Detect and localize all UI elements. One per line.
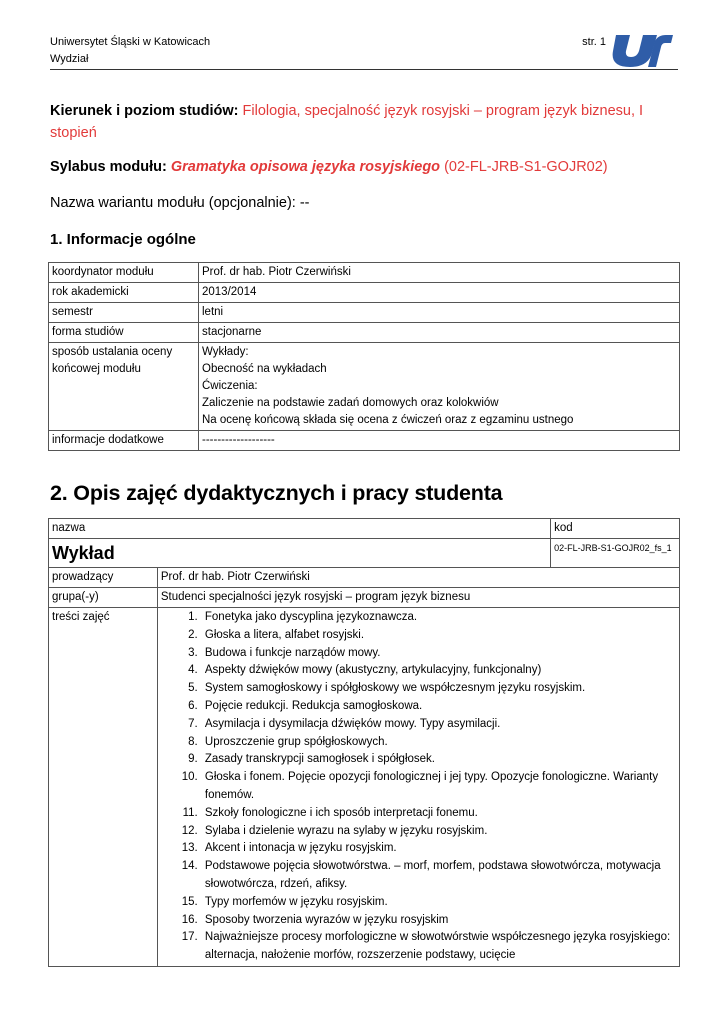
list-item: 10. Głoska i fonem. Pojęcie opozycji fonologicznej i jej typy. Opozycje fonologiczne. Warianty fonemów. [201,769,676,805]
list-item: 2. Głoska a litera, alfabet rosyjski. [201,627,676,645]
table-row [49,303,680,323]
header-divider [50,69,678,70]
row-value: 2013/2014 [199,283,680,303]
page-header [50,34,678,68]
topics-cell [157,608,679,967]
list-item: 9. Zasady transkrypcji samogłosek i spółgłosek. [201,751,676,769]
list-item: 6. Pojęcie redukcji. Redukcja samogłoskowa. [201,698,676,716]
section1-title: 1. Informacje ogólne [50,231,196,248]
list-item: 16. Sposoby tworzenia wyrazów w języku rosyjskim [201,912,676,930]
row-key: treści zajęć [49,608,158,967]
sylabus-code: (02-FL-JRB-S1-GOJR02) [444,159,608,175]
row-value: Prof. dr hab. Piotr Czerwiński [199,263,680,283]
assessment-line: Zaliczenie na podstawie zadań domowych oraz kolokwiów [202,397,499,409]
course-description-table [48,518,680,967]
table-row [49,519,680,539]
sylabus-label: Sylabus modułu: [50,159,167,175]
list-item: 7. Asymilacja i dysymilacja dźwięków mowy. Typy asymilacji. [201,716,676,734]
list-item: 14. Podstawowe pojęcia słowotwórstwa. – morf, morfem, podstawa słowotwórcza, motywacja słowotwórcza, rdzeń, afiksy. [201,858,676,894]
kierunek-label: Kierunek i poziom studiów: [50,103,239,119]
assessment-value [199,343,680,431]
list-item: 1. Fonetyka jako dyscyplina językoznawcza. [201,609,676,627]
table-row [49,568,680,588]
list-item: 5. System samogłoskowy i spółgłoskowy we współczesnym języku rosyjskim. [201,680,676,698]
university-name: Uniwersytet Śląski w Katowicach [50,36,211,48]
module-name: Wykład [49,539,551,568]
assessment-line: Ćwiczenia: [202,380,258,392]
table-row [49,283,680,303]
row-key: prowadzący [49,568,158,588]
row-value: Prof. dr hab. Piotr Czerwiński [157,568,679,588]
assessment-line: Na ocenę końcową składa się ocena z ćwiczeń oraz z egzaminu ustnego [202,414,574,426]
list-item: 11. Szkoły fonologiczne i ich sposób interpretacji fonemu. [201,805,676,823]
row-key: rok akademicki [49,283,199,303]
table-row [49,539,680,568]
list-item: 15. Typy morfemów w języku rosyjskim. [201,894,676,912]
kierunek-line [50,100,680,144]
table-row [49,263,680,283]
assessment-line: Obecność na wykładach [202,363,327,375]
topics-list [161,609,676,965]
page-number: str. 1 [582,36,606,48]
column-header-name: nazwa [49,519,551,539]
row-key: forma studiów [49,323,199,343]
list-item: 13. Akcent i intonacja w języku rosyjskim. [201,840,676,858]
row-key: sposób ustalania oceny końcowej modułu [49,343,199,431]
list-item: 3. Budowa i funkcje narządów mowy. [201,645,676,663]
university-logo-icon [608,33,674,69]
row-key: informacje dodatkowe [49,431,199,451]
sylabus-name: Gramatyka opisowa języka rosyjskiego [170,159,441,175]
list-item: 8. Uproszczenie grup spółgłoskowych. [201,734,676,752]
table-row [49,431,680,451]
row-key: semestr [49,303,199,323]
row-value: Studenci specjalności język rosyjski – program język biznesu [157,588,679,608]
general-info-table [48,262,680,451]
list-item: 12. Sylaba i dzielenie wyrazu na sylaby w języku rosyjskim. [201,823,676,841]
faculty-name: Wydział [50,53,89,65]
table-row [49,343,680,431]
list-item: 17. Najważniejsze procesy morfologiczne w słowotwórstwie współczesnego języka rosyjskiego: alternacja, nałożenie morfów, rozszerzenie podstawy, ucięcie [201,929,676,965]
row-value: ------------------- [199,431,680,451]
table-row [49,608,680,967]
row-key: grupa(-y) [49,588,158,608]
row-value: stacjonarne [199,323,680,343]
sylabus-line [50,156,680,178]
variant-line: Nazwa wariantu modułu (opcjonalnie): -- [50,195,310,211]
row-key: koordynator modułu [49,263,199,283]
list-item: 4. Aspekty dźwięków mowy (akustyczny, artykulacyjny, funkcjonalny) [201,662,676,680]
module-code: 02-FL-JRB-S1-GOJR02_fs_1 [551,539,680,568]
row-value: letni [199,303,680,323]
table-row [49,588,680,608]
assessment-line: Wykłady: [202,346,249,358]
column-header-code: kod [551,519,680,539]
section2-title: 2. Opis zajęć dydaktycznych i pracy studenta [50,481,503,505]
table-row [49,323,680,343]
kierunek-value: Filologia, specjalność język rosyjski – program język biznesu, I stopień [50,103,644,141]
